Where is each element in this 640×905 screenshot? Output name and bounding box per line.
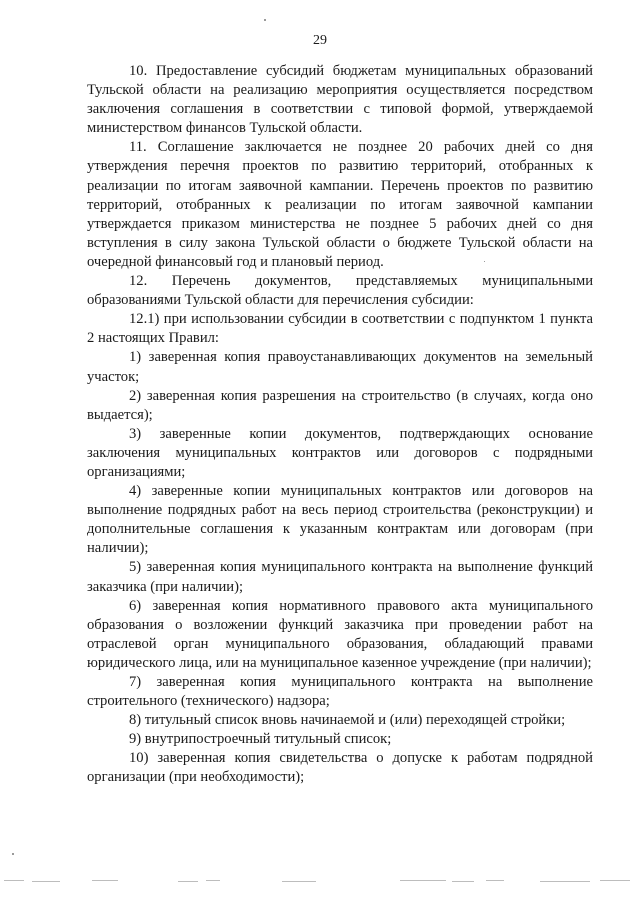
list-item-2: 2) заверенная копия разрешения на строительство (в случаях, когда оно выдается); xyxy=(87,387,593,423)
list-item-9: 9) внутрипостроечный титульный список; xyxy=(129,731,392,748)
paragraph-11: 11. Соглашение заключается не позднее 20 рабочих дней со дня утверждения перечня проектов по развитию территорий, отобранных к реализации по итогам заявочной кампании. Перечень проектов по развитию территорий, отобранных к реализации по итогам заявочной кампании утверждается приказом министерства не позднее 5 рабочих дней со дня вступления в силу закона Тульской области о бюджете Тульской области на очередной финансовый год и плановый период. xyxy=(87,139,593,270)
scan-noise-strip xyxy=(0,876,640,888)
list-item-8: 8) титульный список вновь начинаемой и (или) переходящей стройки; xyxy=(129,712,566,729)
scan-speck xyxy=(484,261,485,262)
document-body xyxy=(87,62,593,788)
scan-speck xyxy=(12,853,14,855)
list-item-4: 4) заверенные копии муниципальных контрактов или договоров на выполнение подрядных работ на весь период строительства (реконструкции) и дополнительные соглашения к указанным контрактам или договорам (при наличии); xyxy=(87,483,593,557)
list-item-6: 6) заверенная копия нормативного правового акта муниципального образования о возложении функций заказчика при проведении работ на отраслевой орган муниципального образования, обладающий правами юридического лица, или на муниципальное казенное учреждение (при наличии); xyxy=(87,597,593,671)
scan-speck xyxy=(264,19,266,21)
list-item-10: 10) заверенная копия свидетельства о допуске к работам подрядной организации (при необходимости); xyxy=(87,750,593,786)
list-item-3: 3) заверенные копии документов, подтверждающих основание заключения муниципальных контрактов или договоров с подрядными организациями; xyxy=(87,425,593,480)
paragraph-12: 12. Перечень документов, представляемых муниципальными образованиями Тульской области для перечисления субсидии: xyxy=(87,273,593,309)
list-item-1: 1) заверенная копия правоустанавливающих документов на земельный участок; xyxy=(87,349,593,385)
paragraph-10: 10. Предоставление субсидий бюджетам муниципальных образований Тульской области на реализацию мероприятия осуществляется посредством заключения соглашения в соответствии с типовой формой, утверждаемой министерством финансов Тульской области. xyxy=(87,63,593,137)
list-item-7: 7) заверенная копия муниципального контракта на выполнение строительного (технического) надзора; xyxy=(87,674,593,710)
list-item-5: 5) заверенная копия муниципального контракта на выполнение функций заказчика (при наличии); xyxy=(87,559,593,595)
paragraph-12-1: 12.1) при использовании субсидии в соответствии с подпунктом 1 пункта 2 настоящих Правил: xyxy=(87,311,593,347)
page-number: 29 xyxy=(313,33,327,48)
